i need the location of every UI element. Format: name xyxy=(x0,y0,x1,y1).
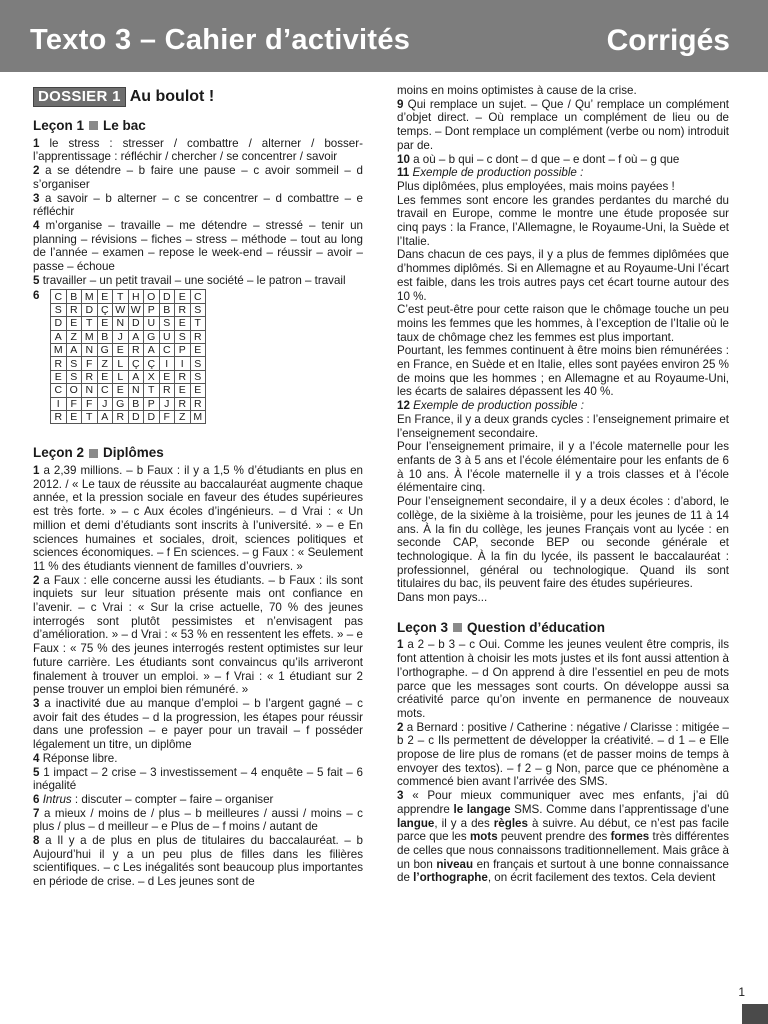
page-header-corriges: Corrigés xyxy=(606,24,730,57)
answer-item xyxy=(33,137,363,164)
answer-item xyxy=(397,721,729,790)
answer-text: a Bernard : positive / Catherine : négative / Clarisse : mitigée – b 2 – c Ils permettent de développer la créativité. – d 1 – e Elle propose de lire plus de romans (et de passer moins de temps à envoyer des textos). – f 2 – g Non, parce que ce phénomène a commencé bien avant l’arrivée des SMS. xyxy=(397,720,729,789)
lecon1-answers xyxy=(33,137,363,288)
answer-number: 1 xyxy=(33,464,40,478)
grid-cell: S xyxy=(190,303,206,316)
grid-cell: N xyxy=(113,317,129,330)
grid-cell: R xyxy=(82,370,98,383)
lecon1-subtitle: Le bac xyxy=(103,118,146,133)
answer-item xyxy=(33,793,363,807)
grid-cell: F xyxy=(82,357,98,370)
grid-cell: P xyxy=(144,303,160,316)
answer-item xyxy=(33,766,363,793)
answer-paragraph: Les femmes sont encore les grandes perdantes du marché du travail en Europe, comme le montre une étude proposée sur cinq pays : la France, l’Allemagne, le Royaume-Uni, la Suède et l’Italie. xyxy=(397,193,729,248)
grid-cell: D xyxy=(128,410,144,423)
grid-cell: R xyxy=(175,370,191,383)
answer-text: travailler – un petit travail – une société – le patron – travail xyxy=(42,273,346,287)
grid-cell: M xyxy=(51,344,67,357)
grid-cell: C xyxy=(159,344,175,357)
grid-cell: E xyxy=(97,290,113,303)
keyword: formes xyxy=(610,830,650,844)
grid-cell: D xyxy=(82,303,98,316)
answer-text: Réponse libre. xyxy=(42,751,118,765)
grid-row xyxy=(51,370,206,383)
answer-text: peuvent prendre des xyxy=(497,830,611,844)
grid-cell: B xyxy=(66,290,82,303)
answer-label: Intrus xyxy=(42,792,72,806)
grid-cell: A xyxy=(66,344,82,357)
answer-text: : discuter – compter – faire – organiser xyxy=(71,792,274,806)
answer-number: 4 xyxy=(33,751,40,765)
answer-text: à suivre. Au début, ce n’est pas facile parce que les xyxy=(397,816,729,844)
grid-cell: E xyxy=(159,370,175,383)
grid-cell: S xyxy=(51,303,67,316)
answer-number: 3 xyxy=(397,789,404,803)
answer-8-continued: moins en moins optimistes à cause de la crise. xyxy=(397,84,637,97)
dossier-badge: DOSSIER 1 xyxy=(33,87,126,107)
answer-text: , il y a des xyxy=(434,816,494,830)
grid-cell: U xyxy=(144,317,160,330)
lecon2-answers xyxy=(33,464,363,889)
grid-cell: R xyxy=(175,397,191,410)
lecon2-subtitle: Diplômes xyxy=(103,445,164,461)
answer-item xyxy=(33,464,363,574)
word-search-number: 6 xyxy=(33,289,40,303)
answer-12-label xyxy=(397,399,729,413)
grid-cell: I xyxy=(175,357,191,370)
grid-cell: E xyxy=(190,384,206,397)
answer-paragraph: Dans chacun de ces pays, il y a plus de femmes diplômées que d’hommes diplômés. Si en Allemagne et au Royaume-Uni l’écart est faible, dans les trois autres pays cet écart tourne autour des 10 %. xyxy=(397,248,729,303)
grid-cell: G xyxy=(144,330,160,343)
grid-cell: J xyxy=(113,330,129,343)
grid-row xyxy=(51,410,206,423)
lecon3-heading xyxy=(397,621,729,635)
answer-number: 5 xyxy=(33,765,40,779)
grid-cell: D xyxy=(144,410,160,423)
answer-number: 12 xyxy=(397,399,410,413)
grid-cell: A xyxy=(128,330,144,343)
grid-cell: A xyxy=(51,330,67,343)
grid-cell: S xyxy=(66,370,82,383)
grid-cell: P xyxy=(175,344,191,357)
grid-cell: E xyxy=(190,344,206,357)
grid-cell: T xyxy=(113,290,129,303)
square-bullet-icon xyxy=(89,449,98,458)
grid-cell: D xyxy=(159,290,175,303)
answer-label: Exemple de production possible : xyxy=(413,399,584,413)
answer-text: Qui remplace un sujet. – Que / Qu’ remplace un complément d’objet direct. – Où remplace un complément de lieu ou de temps. – Dont remplace un complément (verbe ou nom) introduit par de. xyxy=(397,97,729,152)
grid-cell: M xyxy=(82,330,98,343)
grid-cell: G xyxy=(113,397,129,410)
grid-cell: S xyxy=(190,357,206,370)
answer-text: a savoir – b alterner – c se concentrer – d combattre – e réfléchir xyxy=(33,191,363,219)
grid-cell: F xyxy=(66,397,82,410)
answer-text: « Pour mieux communiquer avec mes enfants, j’ai dû apprendre xyxy=(397,789,729,816)
keyword: mots xyxy=(469,830,498,844)
grid-cell: E xyxy=(175,317,191,330)
grid-cell: R xyxy=(128,344,144,357)
keyword: le langage xyxy=(453,802,511,816)
grid-cell: C xyxy=(97,384,113,397)
answer-item xyxy=(33,834,363,889)
answer-item xyxy=(33,164,363,191)
left-column xyxy=(33,84,363,889)
answer-paragraph: Plus diplômées, plus employées, mais moins payées ! xyxy=(397,179,675,193)
grid-cell: Z xyxy=(97,357,113,370)
grid-cell: H xyxy=(128,290,144,303)
grid-cell: S xyxy=(175,330,191,343)
grid-cell: M xyxy=(82,290,98,303)
grid-row xyxy=(51,384,206,397)
grid-cell: E xyxy=(66,317,82,330)
grid-cell: R xyxy=(51,357,67,370)
grid-cell: M xyxy=(190,410,206,423)
grid-cell: F xyxy=(82,397,98,410)
grid-cell: R xyxy=(159,384,175,397)
answer-paragraph: Pourtant, les femmes continuent à être moins bien rémunérées : en France, en Suède et en Italie, elles sont payées environ 25 % de moins que les hommes ; en Allemagne et au Royaume-Uni, les écarts de salaires dépassent les 40 %. xyxy=(397,344,729,399)
header-bar xyxy=(0,0,768,72)
grid-row xyxy=(51,303,206,316)
grid-cell: T xyxy=(190,317,206,330)
grid-cell: B xyxy=(97,330,113,343)
answer-text: m’organise – travaille – me détendre – stressé – tenir un planning – révisions – fiches – stress – méthode – tout au long de l’année – examen – repose le week-end – réussir – avoir – passe – échoue xyxy=(33,218,363,274)
answer-text: a mieux / moins de / plus – b meilleures / aussi / moins – c plus / plus – d meilleur – e Plus de – f moins / autant de xyxy=(33,806,363,834)
grid-cell: C xyxy=(51,384,67,397)
grid-cell: N xyxy=(128,384,144,397)
grid-cell: T xyxy=(144,384,160,397)
answer-item xyxy=(33,274,363,288)
answer-text: a Faux : elle concerne aussi les étudiants. – b Faux : ils sont inquiets sur leur situation présente mais ont confiance en l’avenir. – c Vrai : « Sur la crise actuelle, 70 % des jeunes interrogés sont plutôt pessimistes et n’envisagent pas d’amélioration. » – d Vrai : « 53 % en ressentent les effets. » – e Faux : « 75 % des jeunes interrogés restent optimistes sur leur future carrière. Les étudiants sont convaincus qu’ils arriveront finalement à trouver un emploi. » – f Vrai : « 1 étudiant sur 2 pense trouver un emploi bien rémunéré. » xyxy=(33,573,363,697)
lecon3-answers xyxy=(397,638,729,789)
grid-cell: E xyxy=(97,370,113,383)
answer-text: a se détendre – b faire une pause – c avoir sommeil – d s’organiser xyxy=(33,164,363,191)
answer-paragraph: Pour l’enseignement secondaire, il y a deux écoles : d’abord, le collège, de la sixième à la troisième, pour les jeunes de 11 à 14 ans. À la fin du collège, les jeunes Français vont au lycée : en seconde CAP, seconde BEP ou seconde générale et technologique. À la fin du lycée, ils passent le baccalauréat : professionnel, général ou technologique. Quand ils sont titulaires du bac, ils peuvent faire des études supérieures. xyxy=(397,495,729,591)
word-search-grid xyxy=(50,289,206,424)
keyword: langue xyxy=(397,816,435,830)
answer-paragraph: Dans mon pays... xyxy=(397,591,488,605)
grid-cell: W xyxy=(113,303,129,316)
grid-cell: E xyxy=(113,344,129,357)
grid-cell: I xyxy=(51,397,67,410)
word-search xyxy=(33,289,363,424)
answer-text: SMS. Comme dans l’apprentissage d’une xyxy=(510,802,730,816)
keyword: niveau xyxy=(436,857,474,871)
answer-number: 7 xyxy=(33,806,40,820)
grid-cell: O xyxy=(144,290,160,303)
answer-number: 2 xyxy=(397,720,404,734)
dossier-title: Au boulot ! xyxy=(129,88,215,106)
grid-row xyxy=(51,397,206,410)
lecon2-heading xyxy=(33,446,363,460)
grid-row xyxy=(51,344,206,357)
grid-row xyxy=(51,290,206,303)
answer-number: 9 xyxy=(397,97,404,111)
grid-cell: S xyxy=(159,317,175,330)
answer-text: a où – b qui – c dont – d que – e dont – f où – g que xyxy=(413,152,680,166)
grid-cell: E xyxy=(175,290,191,303)
grid-cell: E xyxy=(97,317,113,330)
right-column xyxy=(397,84,729,885)
grid-cell: B xyxy=(128,397,144,410)
answer-text: en français et surtout à une bonne connaissance de xyxy=(397,857,729,885)
answer-number: 2 xyxy=(33,164,40,178)
answer-number: 11 xyxy=(397,166,410,180)
answer-11-label xyxy=(397,166,729,180)
grid-cell: F xyxy=(159,410,175,423)
grid-cell: B xyxy=(159,303,175,316)
grid-cell: N xyxy=(82,344,98,357)
grid-cell: R xyxy=(175,303,191,316)
grid-cell: R xyxy=(66,303,82,316)
answer-number: 2 xyxy=(33,573,40,587)
page-header-title: Texto 3 – Cahier d’activités xyxy=(30,24,411,56)
grid-cell: A xyxy=(144,344,160,357)
lecon3-title: Leçon 3 xyxy=(397,619,449,635)
lecon1-title: Leçon 1 xyxy=(33,118,85,133)
answer-item xyxy=(33,752,363,766)
grid-cell: O xyxy=(66,384,82,397)
lecon3-subtitle: Question d’éducation xyxy=(467,619,606,635)
answer-number: 6 xyxy=(33,792,40,806)
grid-cell: U xyxy=(159,330,175,343)
grid-cell: S xyxy=(66,357,82,370)
answer-label: Exemple de production possible : xyxy=(412,166,584,180)
grid-cell: A xyxy=(97,410,113,423)
grid-cell: N xyxy=(82,384,98,397)
grid-row xyxy=(51,357,206,370)
grid-cell: Z xyxy=(66,330,82,343)
page-number: 1 xyxy=(738,985,745,999)
answer-11-paragraphs xyxy=(397,180,729,399)
keyword: règles xyxy=(493,816,528,830)
answer-text: très différentes de celles que nous connaissons traditionnellement. Mais grâce à un bon xyxy=(397,830,729,871)
grid-cell: E xyxy=(66,410,82,423)
grid-row xyxy=(51,317,206,330)
grid-cell: C xyxy=(51,290,67,303)
answer-item xyxy=(33,192,363,219)
grid-cell: P xyxy=(144,397,160,410)
answer-item xyxy=(33,697,363,752)
grid-cell: C xyxy=(190,290,206,303)
grid-cell: E xyxy=(175,384,191,397)
answer-text: , on écrit facilement des textos. Cela devient xyxy=(487,871,716,885)
grid-row xyxy=(51,330,206,343)
lecon1-heading xyxy=(33,119,363,133)
answer-number: 3 xyxy=(33,191,40,205)
grid-cell: J xyxy=(159,397,175,410)
corner-tab xyxy=(742,1004,768,1024)
answer-text: a 2,39 millions. – b Faux : il y a 1,5 % d’étudiants en plus en 2012. / « Le taux de réussite au baccalauréat augmente chaque année, et la pression sociale en faveur des études supérieures est très forte. » – c Aux écoles d’ingénieurs. – d Vrai : « Un million et demi d’étudiants sont inscrits à l’université. » – e En sciences humaines et sociales, droit, sciences politiques et sciences économiques. – f En sciences. – g Faux : « Seulement 11 % des étudiants viennent de familles d’ouvriers. » xyxy=(33,464,363,573)
square-bullet-icon xyxy=(453,623,462,632)
answer-text: 1 impact – 2 crise – 3 investissement – 4 enquête – 5 fait – 6 inégalité xyxy=(33,765,363,793)
grid-cell: Ç xyxy=(144,357,160,370)
square-bullet-icon xyxy=(89,121,98,130)
answer-number: 10 xyxy=(397,152,410,166)
grid-cell: L xyxy=(113,357,129,370)
grid-cell: T xyxy=(82,317,98,330)
answer-number: 5 xyxy=(33,273,40,287)
grid-cell: T xyxy=(82,410,98,423)
grid-cell: W xyxy=(128,303,144,316)
grid-cell: E xyxy=(51,370,67,383)
grid-cell: I xyxy=(159,357,175,370)
answer-text: a 2 – b 3 – c Oui. Comme les jeunes veulent être compris, ils font attention à choisir les mots justes et ils font aussi attention à l’orthographe. – d On apprend à dire l’essentiel en peu de mots parce que les messages sont courts. On développe aussi sa créativité parce qu’on invente en permanence de nouveaux mots. xyxy=(397,638,729,720)
grid-cell: R xyxy=(190,330,206,343)
answer-text: le stress : stresser / combattre / alterner / bosser- l’apprentissage : réfléchir / chercher / se concentrer / savoir xyxy=(33,136,363,164)
grid-cell: D xyxy=(128,317,144,330)
answer-paragraph: En France, il y a deux grands cycles : l’enseignement primaire et l’enseignement secondaire. xyxy=(397,412,729,440)
grid-cell: J xyxy=(97,397,113,410)
answer-number: 1 xyxy=(397,638,404,652)
answer-paragraph: Pour l’enseignement primaire, il y a l’école maternelle pour les enfants de 3 à 5 ans et l’école élémentaire pour les enfants de 6 à 10 ans. À l’école maternelle il y a trois classes et à l’école élémentaire cinq. xyxy=(397,440,729,495)
grid-cell: Z xyxy=(175,410,191,423)
answer-item xyxy=(33,574,363,697)
answer-text: a inactivité due au manque d’emploi – b l’argent gagné – c avoir fait des études – d la progression, les étapes pour réussir dans une profession – e payer pour un travail – f posséder légalement un titre, un diplôme xyxy=(33,697,363,752)
grid-cell: Ç xyxy=(97,303,113,316)
grid-cell: S xyxy=(190,370,206,383)
answer-item xyxy=(397,638,729,720)
grid-cell: L xyxy=(113,370,129,383)
answer-number: 8 xyxy=(33,834,40,848)
answer-12-paragraphs xyxy=(397,413,729,605)
answer-text: a Il y a de plus en plus de titulaires du baccalauréat. – b Aujourd’hui il y a un peu plus de filles dans les filières scientifiques. – c Les inégalités sont beaucoup plus importantes en période de crise. – d Les jeunes sont de xyxy=(33,834,363,889)
grid-cell: E xyxy=(113,384,129,397)
answer-9 xyxy=(397,98,729,153)
answer-item xyxy=(33,807,363,834)
grid-cell: X xyxy=(144,370,160,383)
grid-cell: R xyxy=(51,410,67,423)
answer-paragraph: C’est peut-être pour cette raison que le chômage touche un peu moins les femmes que les hommes, à l’exception de l’Italie où le taux de chômage chez les femmes est plus important. xyxy=(397,303,729,344)
grid-cell: R xyxy=(190,397,206,410)
answer-number: 4 xyxy=(33,218,40,232)
answer-3 xyxy=(397,789,729,885)
dossier-heading xyxy=(33,84,363,110)
grid-cell: D xyxy=(51,317,67,330)
answer-number: 1 xyxy=(33,136,40,150)
answer-10 xyxy=(397,153,729,167)
grid-cell: R xyxy=(113,410,129,423)
answer-item xyxy=(33,219,363,274)
grid-cell: Ç xyxy=(128,357,144,370)
grid-cell: A xyxy=(128,370,144,383)
answer-number: 3 xyxy=(33,697,40,710)
keyword: l’orthographe xyxy=(413,871,488,885)
grid-cell: G xyxy=(97,344,113,357)
lecon2-title: Leçon 2 xyxy=(33,445,85,461)
